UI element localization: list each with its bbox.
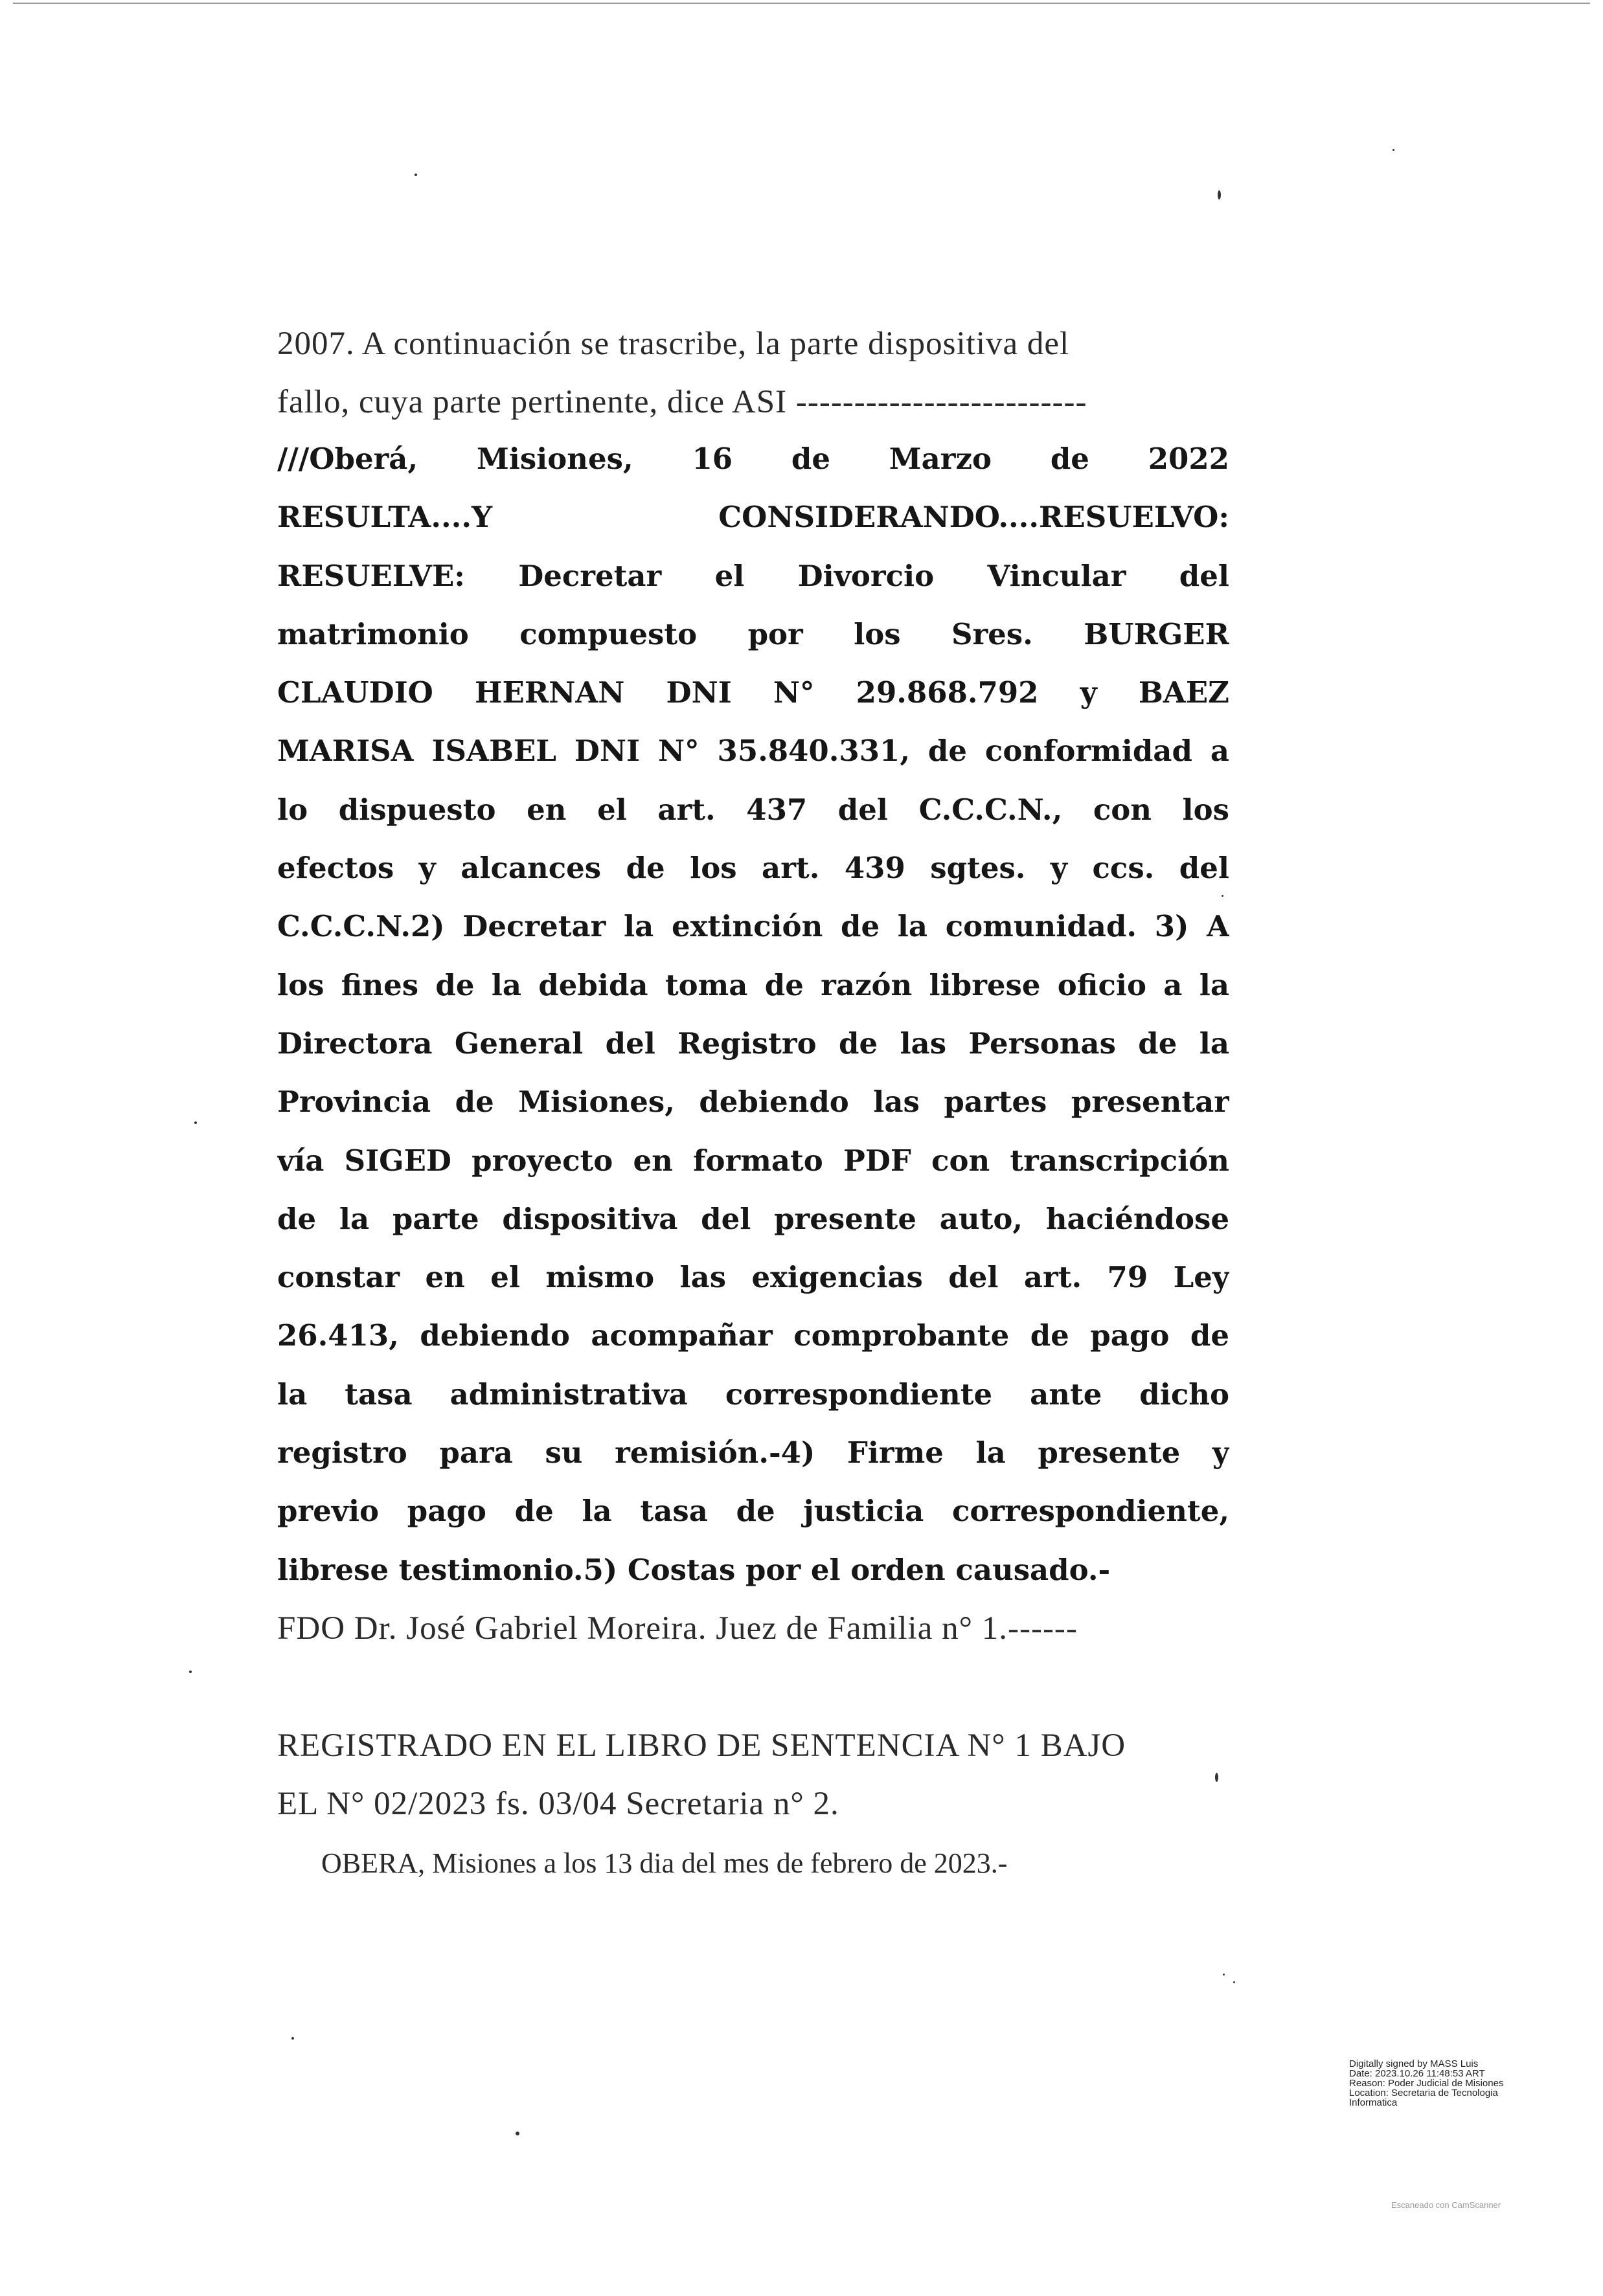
decision-line: lo dispuesto en el art. 437 del C.C.C.N., con los [277,792,1229,827]
closing-date-line: OBERA, Misiones a los 13 dia del mes de febrero de 2023.- [321,1847,1008,1879]
court-decision-block [277,430,1229,1599]
decision-line: 26.413, debiendo acompañar comprobante de pago de [277,1318,1229,1353]
scan-speck [194,1121,197,1124]
intro-line: fallo, cuya parte pertinente, dice ASI ------------------------- [277,384,1087,420]
scan-speck [516,2132,519,2135]
scan-speck [415,174,417,176]
intro-line: 2007. A continuación se trascribe, la parte dispositiva del [277,326,1070,362]
decision-line: de la parte dispositiva del presente auto, haciéndose [277,1201,1229,1236]
decision-line: la tasa administrativa correspondiente ante dicho [277,1377,1229,1412]
scan-edge-rule [13,3,1590,4]
decision-line: constar en el mismo las exigencias del art. 79 Ley [277,1260,1229,1295]
decision-line: Provincia de Misiones, debiendo las partes presentar [277,1085,1229,1120]
digital-signature-stamp [1349,2059,1563,2108]
scan-speck [1215,1773,1218,1782]
digital-signature-line: Digitally signed by MASS Luis [1349,2058,1479,2069]
registry-line: EL N° 02/2023 fs. 03/04 Secretaria n° 2. [277,1786,839,1822]
judge-signature-line: FDO Dr. José Gabriel Moreira. Juez de Familia n° 1.------ [277,1610,1078,1647]
decision-line: CLAUDIO HERNAN DNI N° 29.868.792 y BAEZ [277,675,1229,710]
judge-signature-block [277,1599,1229,1658]
digital-signature-line: Location: Secretaria de Tecnologia [1349,2088,1498,2099]
scan-speck [1233,1981,1235,1983]
digital-signature-line: Reason: Poder Judicial de Misiones [1349,2078,1504,2089]
scan-speck [1393,149,1394,151]
intro-paragraph [277,315,1229,431]
digital-signature-line: Date: 2023.10.26 11:48:53 ART [1349,2068,1485,2079]
scan-speck [189,1671,192,1673]
decision-line: ///Oberá, Misiones, 16 de Marzo de 2022 [277,442,1229,476]
decision-line: RESULTA....Y CONSIDERANDO....RESUELVO: [277,500,1229,535]
decision-line: RESUELVE: Decretar el Divorcio Vincular del [277,558,1229,593]
registry-line: REGISTRADO EN EL LIBRO DE SENTENCIA N° 1 BAJO [277,1728,1126,1764]
decision-line: los fines de la debida toma de razón librese oficio a la [277,967,1229,1002]
decision-line: registro para su remisión.-4) Firme la presente y [277,1435,1229,1470]
decision-line: previo pago de la tasa de justicia correspondiente, [277,1494,1229,1529]
scan-speck [1222,895,1223,897]
decision-line: MARISA ISABEL DNI N° 35.840.331, de conformidad a [277,734,1229,769]
decision-line: vía SIGED proyecto en formato PDF con transcripción [277,1143,1229,1178]
decision-line: efectos y alcances de los art. 439 sgtes. y ccs. del [277,851,1229,886]
decision-line: librese testimonio.5) Costas por el orden causado.- [277,1552,1111,1587]
scan-speck [291,2037,294,2040]
decision-line: Directora General del Registro de las Personas de la [277,1026,1229,1061]
scan-speck [1218,190,1221,199]
decision-line: C.C.C.N.2) Decretar la extinción de la comunidad. 3) A [277,909,1229,944]
scanner-watermark: Escaneado con CamScanner [1391,2200,1501,2210]
registry-block [277,1716,1229,1833]
scan-speck [1223,1974,1225,1975]
digital-signature-line: Informatica [1349,2097,1398,2108]
decision-line: matrimonio compuesto por los Sres. BURGER [277,616,1229,651]
